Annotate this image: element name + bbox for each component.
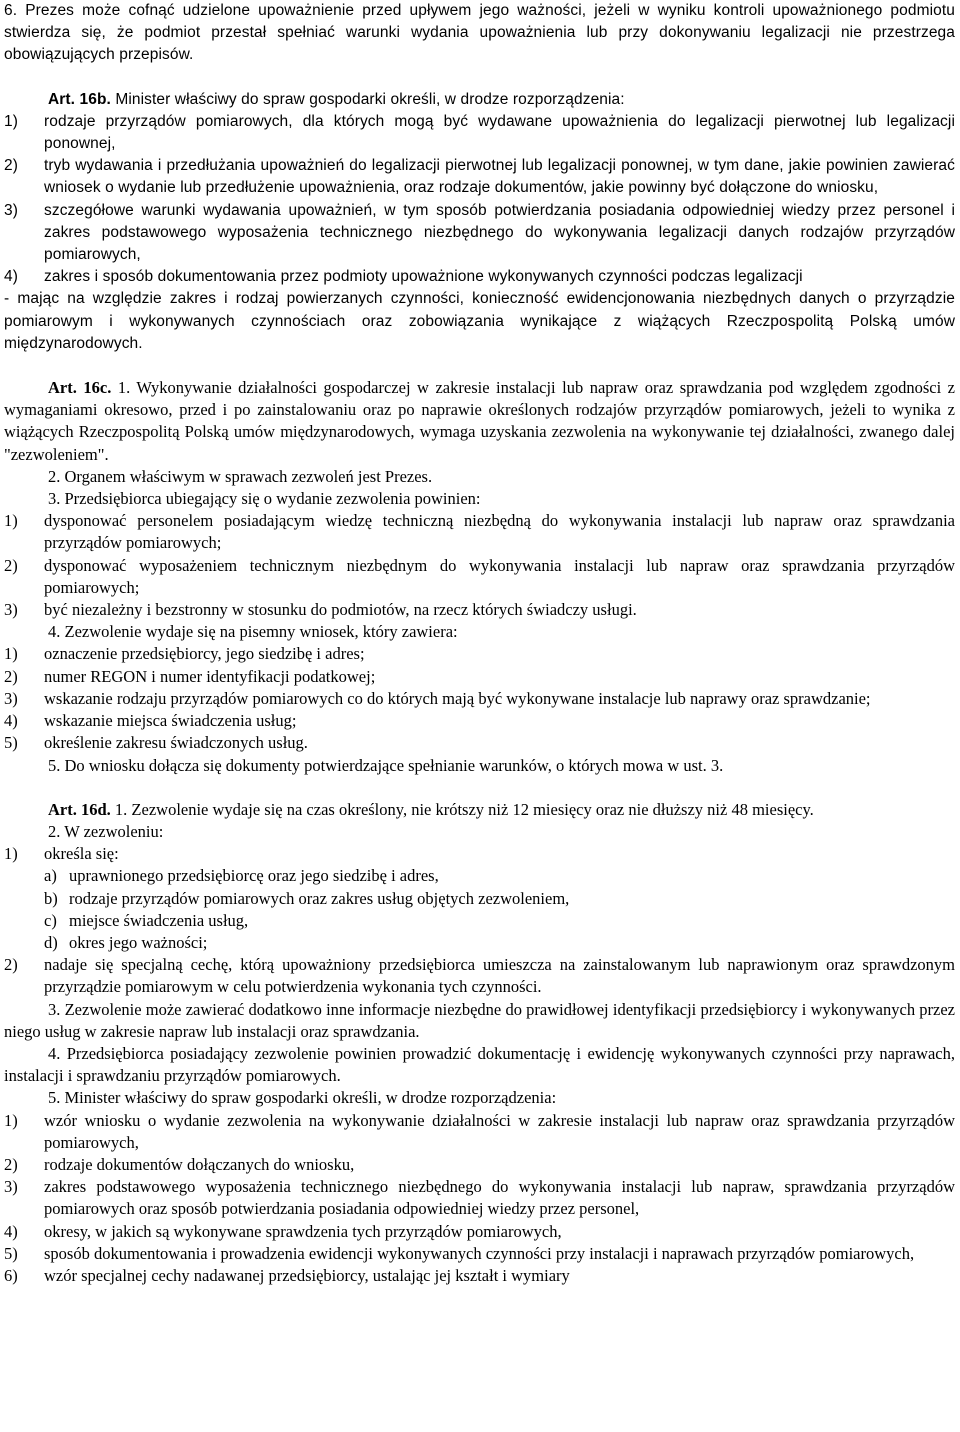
list-number: 2) bbox=[4, 555, 18, 575]
art-16b-list bbox=[4, 111, 955, 289]
list-number: 4) bbox=[4, 711, 18, 731]
list-text: sposób dokumentowania i prowadzenia ewidencji wykonywanych czynności przy instalacji i naprawach przyrządów pomiarowych, bbox=[44, 1243, 915, 1263]
list-item bbox=[4, 865, 955, 887]
list-number: 3) bbox=[4, 1177, 18, 1197]
list-text: okres jego ważności; bbox=[69, 932, 208, 952]
art-16d-p4: 4. Przedsiębiorca posiadający zezwolenie powinien prowadzić dokumentację i ewidencję wykonywanych czynności przy naprawach, instalacji i sprawdzaniu przyrządów pomiarowych. bbox=[4, 1043, 955, 1086]
list-item bbox=[4, 111, 955, 155]
list-item bbox=[4, 732, 955, 754]
list-item bbox=[4, 155, 955, 199]
list-number: 4) bbox=[4, 1221, 18, 1241]
art-16c-p4: 4. Zezwolenie wydaje się na pisemny wniosek, który zawiera: bbox=[48, 622, 458, 642]
list-text: zakres i sposób dokumentowania przez podmioty upoważnione wykonywanych czynności podczas legalizacji bbox=[44, 268, 803, 286]
art-16c-p3-list bbox=[4, 510, 955, 621]
list-text: wskazanie rodzaju przyrządów pomiarowych co do których mają być wykonywane instalacje lub naprawy oraz sprawdzanie; bbox=[44, 688, 871, 708]
list-item bbox=[4, 266, 955, 288]
list-number: 2) bbox=[4, 157, 18, 175]
list-text: miejsce świadczenia usług, bbox=[69, 910, 249, 930]
list-text: wskazanie miejsca świadczenia usług; bbox=[44, 711, 297, 731]
list-number: 6) bbox=[4, 1265, 18, 1285]
list-item bbox=[4, 643, 955, 665]
art-16c-p1-text: 1. Wykonywanie działalności gospodarczej w zakresie instalacji lub napraw oraz sprawdzania pod względem zgodności z wymaganiami okresowo, przed i po zainstalowaniu oraz po naprawie określonych rodzajów przyrządów pomiarowych, jeżeli to wynika z wiążących Rzeczpospolitą Polską umów międzynarodowych, wymaga uzyskania zezwolenia na wykonywanie tej działalności, zwanego dalej "zezwoleniem". bbox=[4, 378, 955, 464]
list-item bbox=[4, 1110, 955, 1154]
list-item bbox=[4, 710, 955, 732]
art-16c-p3: 3. Przedsiębiorca ubiegający się o wydanie zezwolenia powinien: bbox=[48, 489, 481, 509]
art-16d-p2: 2. W zezwoleniu: bbox=[48, 821, 164, 841]
list-number: 1) bbox=[4, 1110, 18, 1130]
list-item bbox=[4, 688, 955, 710]
list-number: 1) bbox=[4, 844, 18, 864]
list-number: 2) bbox=[4, 955, 18, 975]
list-number: 4) bbox=[4, 268, 18, 286]
art-16c-p5: 5. Do wniosku dołącza się dokumenty potwierdzające spełnianie warunków, o których mowa w ust. 3. bbox=[48, 755, 724, 775]
art-16c-label: Art. 16c. bbox=[48, 378, 112, 398]
art-16d-p3: 3. Zezwolenie może zawierać dodatkowo inne informacje niezbędne do prawidłowej identyfikacji przedsiębiorcy i wykonywanych przez niego usług w zakresie napraw lub instalacji oraz sprawdzania. bbox=[4, 999, 955, 1041]
art-16b-intro-text: Minister właściwy do spraw gospodarki określi, w drodze rozporządzenia: bbox=[115, 90, 625, 108]
list-text: numer REGON i numer identyfikacji podatkowej; bbox=[44, 666, 376, 686]
list-number: b) bbox=[44, 888, 58, 908]
list-item bbox=[4, 555, 955, 599]
list-number: 3) bbox=[4, 201, 18, 219]
list-text: dysponować wyposażeniem technicznym niezbędnym do wykonywania instalacji lub napraw oraz sprawdzania przyrządów pomiarowych; bbox=[44, 555, 955, 597]
list-item bbox=[4, 1265, 955, 1287]
list-item bbox=[4, 843, 955, 865]
list-number: 1) bbox=[4, 112, 18, 130]
list-text: nadaje się specjalną cechę, którą upoważniony przedsiębiorca umieszcza na zainstalowanym lub naprawionym oraz sprawdzonym przyrządzie pomiarowym w celu potwierdzenia wykonania tych czynności. bbox=[44, 955, 955, 997]
list-text: rodzaje przyrządów pomiarowych oraz zakres usług objętych zezwoleniem, bbox=[69, 888, 570, 908]
list-number: 5) bbox=[4, 733, 18, 753]
art-16c-p4-list bbox=[4, 643, 955, 754]
list-number: d) bbox=[44, 932, 58, 952]
paragraph-6: 6. Prezes może cofnąć udzielone upoważnienie przed upływem jego ważności, jeżeli w wyniku kontroli upoważnionego podmiotu stwierdza się, że podmiot przestał spełniać warunki wydania upoważnienia lub przy dokonywaniu legalizacji nie przestrzega obowiązujących przepisów. bbox=[4, 2, 955, 64]
list-item bbox=[4, 1221, 955, 1243]
list-number: 3) bbox=[4, 600, 18, 620]
list-item bbox=[4, 910, 955, 932]
list-number: a) bbox=[44, 866, 57, 886]
list-number: 1) bbox=[4, 511, 18, 531]
art-16b-intro bbox=[4, 89, 955, 111]
list-item bbox=[4, 510, 955, 554]
list-item bbox=[4, 1176, 955, 1220]
art-16d-p5: 5. Minister właściwy do spraw gospodarki określi, w drodze rozporządzenia: bbox=[48, 1088, 557, 1108]
art-16b-closing: - mając na względzie zakres i rodzaj powierzanych czynności, konieczność ewidencjonowania niezbędnych danych o przyrządzie pomiarowym i wykonywanych czynnościach oraz zobowiązania wynikające z wiążących Rzeczpospolitą Polską umów międzynarodowych. bbox=[4, 290, 955, 352]
list-text: określenie zakresu świadczonych usług. bbox=[44, 733, 308, 753]
list-text: dysponować personelem posiadającym wiedzę techniczną niezbędną do wykonywania instalacji lub napraw oraz sprawdzania przyrządów pomiarowych; bbox=[44, 511, 955, 553]
art-16d-p1 bbox=[4, 799, 955, 821]
art-16d-sublist bbox=[4, 865, 955, 954]
art-16d-p5-list bbox=[4, 1110, 955, 1288]
list-number: c) bbox=[44, 910, 57, 930]
list-item bbox=[4, 200, 955, 267]
list-number: 2) bbox=[4, 1154, 18, 1174]
list-text: szczegółowe warunki wydawania upoważnień, w tym sposób potwierdzania posiadania odpowiedniej wiedzy przez personel i zakres podstawowego wyposażenia technicznego niezbędnego do wykonywania legalizacji danych rodzajów przyrządów pomiarowych, bbox=[44, 201, 955, 264]
list-number: 2) bbox=[4, 666, 18, 686]
list-item bbox=[4, 888, 955, 910]
art-16c-p2: 2. Organem właściwym w sprawach zezwoleń jest Prezes. bbox=[48, 466, 433, 486]
art-16b-label: Art. 16b. bbox=[48, 90, 111, 108]
list-item bbox=[4, 599, 955, 621]
document-page bbox=[4, 0, 955, 1287]
list-number: 1) bbox=[4, 644, 18, 664]
list-item bbox=[4, 932, 955, 954]
list-text: wzór wniosku o wydanie zezwolenia na wykonywanie działalności w zakresie instalacji lub napraw oraz sprawdzania przyrządów pomiarowych, bbox=[44, 1110, 955, 1152]
list-text: rodzaje przyrządów pomiarowych, dla których mogą być wydawane upoważnienia do legalizacji pierwotnej lub legalizacji ponownej, bbox=[44, 112, 955, 153]
list-text: uprawnionego przedsiębiorcę oraz jego siedzibę i adres, bbox=[69, 866, 439, 886]
art-16c-p1 bbox=[4, 377, 955, 466]
art-16d-label: Art. 16d. bbox=[48, 799, 111, 819]
list-text: okresy, w jakich są wykonywane sprawdzenia tych przyrządów pomiarowych, bbox=[44, 1221, 562, 1241]
list-text: tryb wydawania i przedłużania upoważnień do legalizacji pierwotnej lub legalizacji ponownej, w tym dane, jakie powinien zawierać wniosek o wydanie lub przedłużenie upoważnienia, oraz rodzaje dokumentów, jakie powinny być dołączone do wniosku, bbox=[44, 157, 955, 197]
list-number: 5) bbox=[4, 1243, 18, 1263]
list-text: rodzaje dokumentów dołączanych do wniosku, bbox=[44, 1154, 355, 1174]
list-text: określa się: bbox=[44, 844, 119, 864]
list-text: zakres podstawowego wyposażenia technicznego niezbędnego do wykonywania instalacji lub napraw, sprawdzania przyrządów pomiarowych oraz sposób potwierdzania posiadania odpowiedniej wiedzy przez personel, bbox=[44, 1177, 955, 1219]
list-item bbox=[4, 666, 955, 688]
list-text: oznaczenie przedsiębiorcy, jego siedzibę i adres; bbox=[44, 644, 365, 664]
list-item bbox=[4, 954, 955, 998]
list-text: wzór specjalnej cechy nadawanej przedsiębiorcy, ustalając jej kształt i wymiary bbox=[44, 1265, 570, 1285]
list-number: 3) bbox=[4, 688, 18, 708]
list-item bbox=[4, 1243, 955, 1265]
list-item bbox=[4, 1154, 955, 1176]
list-text: być niezależny i bezstronny w stosunku do podmiotów, na rzecz których świadczy usługi. bbox=[44, 600, 637, 620]
art-16d-p1-text: 1. Zezwolenie wydaje się na czas określony, nie krótszy niż 12 miesięcy oraz nie dłuższy niż 48 miesięcy. bbox=[114, 799, 814, 819]
